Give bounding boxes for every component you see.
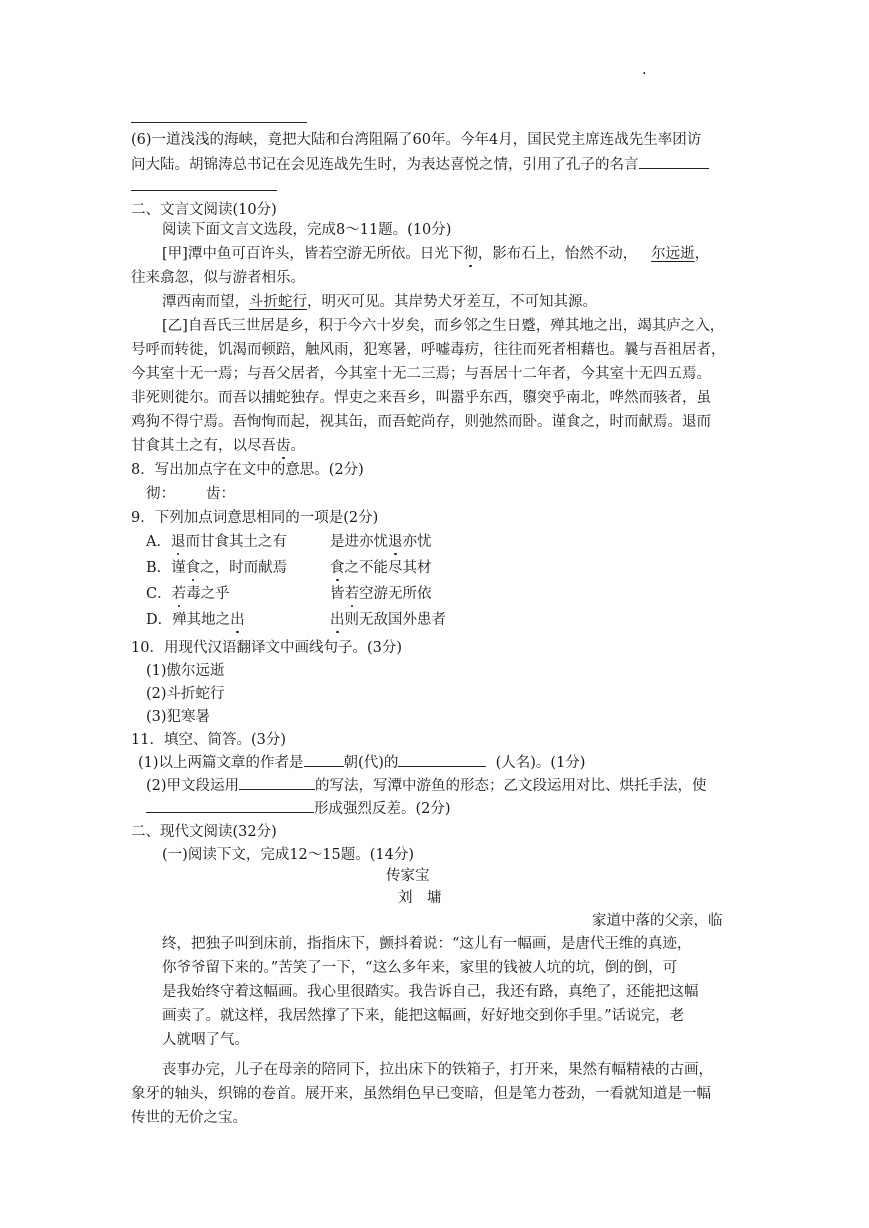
underlined-phrase-er-yuan-shi: 尔远逝 (651, 246, 695, 262)
q8-item-chi: 齿： (206, 486, 235, 502)
q9-title: 9．下列加点词意思相同的一项是(2分) (131, 510, 379, 526)
passage-yi-line-4: 非死则徙尔。而吾以捕蛇独存。悍吏之来吾乡，叫嚣乎东西，隳突乎南北，哗然而骇者，虽 (131, 390, 711, 406)
q9-option-d-left[interactable]: D．殚其地之出 (146, 612, 245, 628)
story-paragraph-1-start: 家道中落的父亲，临 (592, 913, 723, 929)
story-paragraph-1-line-1: 终，把独子叫到床前，指指床下，颤抖着说：“这儿有一幅画，是唐代王维的真迹， (162, 936, 692, 952)
passage-yi-line-6: 甘食其土之有，以尽吾齿。 (131, 438, 305, 454)
section-2-title: 二、文言文阅读(10分) (131, 202, 277, 218)
q9-option-d-right: 出则无敌国外患者 (330, 612, 446, 628)
q6-answer-blank-line-2[interactable] (131, 190, 277, 191)
passage-yi-line-3: 今其室十无一焉；与吾父居者，今其室十无二三焉；与吾居十二年者，今其室十无四五焉。 (131, 366, 711, 382)
underlined-phrase-dou-zhe-she-xing: 斗折蛇行 (249, 294, 307, 310)
story-paragraph-1-line-3: 是我始终守着这幅画。我心里很踏实。我告诉自己，我还有路，真绝了，还能把这幅 (162, 984, 699, 1000)
top-rule (131, 122, 307, 123)
story-paragraph-2-line-2: 象牙的轴头，织锦的卷首。展开来，虽然绢色早已变暗，但是笔力苍劲，一看就知道是一幅 (131, 1086, 711, 1102)
passage-jia-paragraph-1: [甲]潭中鱼可百许头，皆若空游无所依。日光下彻，影布石上，怡然不动， 尔远逝， (162, 246, 710, 262)
q10-item-1: (1)傲尔远逝 (146, 663, 225, 679)
story-author: 刘 墉 (398, 890, 442, 906)
story-title: 传家宝 (386, 868, 430, 884)
q11-part-2: (2)甲文段运用 的写法，写潭中游鱼的形态；乙文段运用对比、烘托手法，使 (146, 775, 707, 796)
passage-yi-line-2: 号呼而转徙，饥渴而顿踣，触风雨，犯寒暑，呼嘘毒疠，往往而死者相藉也。曩与吾祖居者， (131, 342, 726, 358)
q10-item-2: (2)斗折蛇行 (146, 686, 225, 702)
q9-option-a-left[interactable]: A．退而甘食其土之有 (146, 534, 287, 550)
section-3-title: 二、现代文阅读(32分) (131, 824, 277, 840)
q8-item-che: 彻： (146, 486, 175, 502)
q11-part-1: (1)以上两篇文章的作者是 朝(代)的 (人名)。(1分) (138, 752, 585, 773)
q10-title: 10．用现代汉语翻译文中画线句子。(3分) (131, 640, 402, 656)
passage-jia-paragraph-1-cont: 往来翕忽，似与游者相乐。 (131, 270, 305, 286)
dotted-char-chi: 齿 (276, 438, 291, 454)
story-paragraph-2-line-3: 传世的无价之宝。 (131, 1110, 247, 1126)
q6-line-1: (6)一道浅浅的海峡，竟把大陆和台湾阻隔了60年。今年4月，国民党主席连战先生率团访 (131, 132, 702, 148)
q11-author-blank[interactable] (398, 752, 486, 767)
q10-item-3: (3)犯寒暑 (146, 709, 211, 725)
story-paragraph-1-line-5: 人就咽了气。 (162, 1032, 249, 1048)
q9-option-b-left[interactable]: B．谨食之，时而献焉 (146, 560, 288, 576)
q9-option-c-right: 皆若空游无所依 (330, 586, 432, 602)
q6-line-2: 问大陆。胡锦涛总书记在会见连战先生时，为表达喜悦之情，引用了孔子的名言 (131, 154, 709, 175)
passage-yi-line-1: [乙]自吾氏三世居是乡，积于今六十岁矣，而乡邻之生日蹙，殚其地之出，竭其庐之入， (162, 318, 725, 334)
q11-contrast-blank[interactable] (146, 798, 314, 813)
q11-dynasty-blank[interactable] (304, 752, 344, 767)
q11-technique-blank[interactable] (239, 775, 315, 790)
q9-option-a-right: 是进亦忧退亦忧 (330, 534, 432, 550)
story-paragraph-1-line-2: 你爷爷留下来的。”苦笑了一下，“这么多年来，家里的钱被人坑的坑，倒的倒，可 (162, 960, 678, 976)
header-mark: · (642, 66, 647, 82)
q9-option-b-right: 食之不能尽其材 (330, 560, 432, 576)
section-2-instruction: 阅读下面文言文选段，完成8～11题。(10分) (162, 222, 452, 238)
q9-option-c-left[interactable]: C．若毒之乎 (146, 586, 230, 602)
passage-yi-line-5: 鸡狗不得宁焉。吾恂恂而起，视其缶，而吾蛇尚存，则弛然而卧。谨食之，时而献焉。退而 (131, 414, 711, 430)
q8-title: 8．写出加点字在文中的意思。(2分) (131, 462, 364, 478)
q11-title: 11．填空、简答。(3分) (131, 732, 286, 748)
q6-answer-blank[interactable] (639, 154, 709, 169)
q11-part-2-cont: 形成强烈反差。(2分) (146, 798, 451, 819)
section-3-instruction: (一)阅读下文，完成12～15题。(14分) (162, 847, 414, 863)
story-paragraph-1-line-4: 画卖了。就这样，我居然撑了下来，能把这幅画，好好地交到你手里。”话说完，老 (162, 1008, 685, 1024)
dotted-char-che: 彻 (463, 246, 478, 262)
passage-jia-paragraph-2: 潭西南而望，斗折蛇行，明灭可见。其岸势犬牙差互，不可知其源。 (162, 294, 597, 310)
story-paragraph-2-line-1: 丧事办完，儿子在母亲的陪同下，拉出床下的铁箱子，打开来，果然有幅精裱的古画， (162, 1062, 713, 1078)
